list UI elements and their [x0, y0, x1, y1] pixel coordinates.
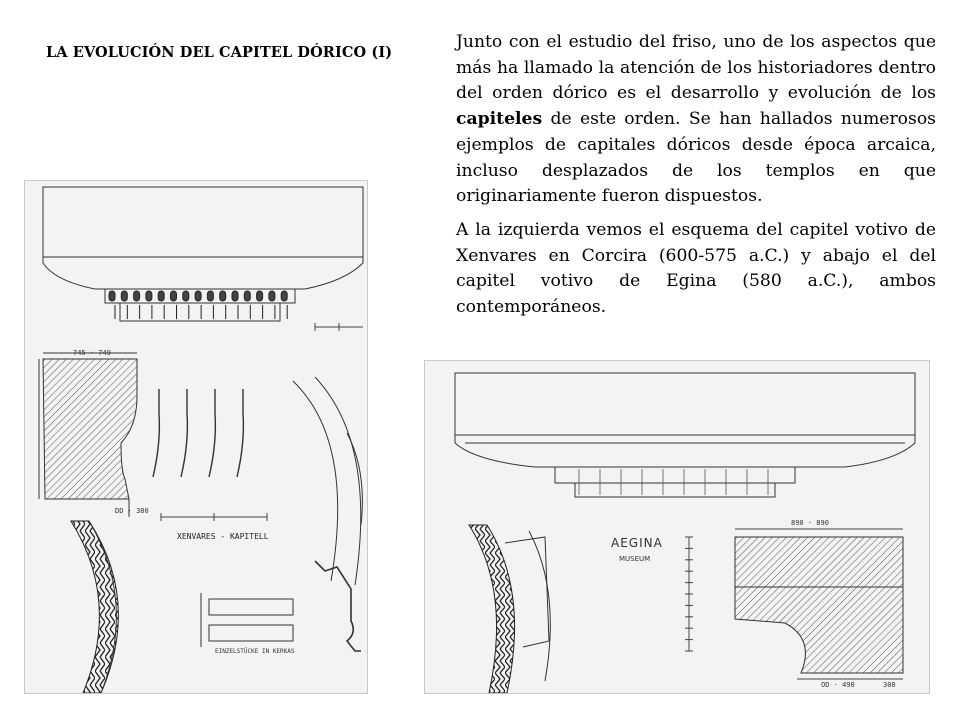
- paragraph-1: [456, 30, 936, 210]
- body-text: [456, 30, 936, 329]
- xenvares-dim-right: DD · 380: [115, 507, 149, 515]
- paragraph-2: A la izquierda vemos el esquema del capitel votivo de Xenvares en Corcira (600-575 a.C.) y abajo el del capitel votivo de Egina (580 a.C.), ambos contemporáneos.: [456, 219, 936, 318]
- aegina-chevron-band: [469, 525, 515, 693]
- xenvares-caption: XENVARES - KAPITELL: [177, 532, 269, 541]
- xenvares-drawing-svg: [25, 181, 367, 693]
- xenvares-echinus: [43, 257, 363, 289]
- aegina-section-profile: [735, 537, 903, 673]
- aegina-sublabel: MUSEUM: [619, 555, 651, 563]
- xenvares-chevron-ring: [71, 521, 118, 693]
- aegina-dim-bottom: OD · 490: [821, 681, 855, 689]
- xenvares-abacus: [43, 187, 363, 257]
- aegina-dim-bottom-right: 300: [883, 681, 896, 689]
- aegina-abacus: [455, 373, 915, 435]
- aegina-capital-drawing: [424, 360, 930, 694]
- xenvares-dim-top: 745 · 749: [73, 349, 111, 357]
- xenvares-small-label: EINZELSTÜCKE IN KERKAS: [215, 648, 295, 655]
- xenvares-section-profile: [43, 359, 137, 499]
- aegina-dim-top: 890 · 890: [791, 519, 829, 527]
- xenvares-capital-drawing: [24, 180, 368, 694]
- aegina-label: AEGINA: [611, 536, 663, 550]
- aegina-drawing-svg: [425, 361, 929, 693]
- paragraph-1-start: Junto con el estudio del friso, uno de los aspectos que más ha llamado la atención de los historiadores dentro del orden dórico es el desarrollo y evolución de los: [456, 32, 936, 104]
- aegina-echinus: [455, 435, 915, 467]
- paragraph-1-bold: capiteles: [456, 109, 543, 130]
- paragraph-1-end: de este orden. Se han hallados numerosos ejemplos de capitales dóricos desde época arcaica, incluso desplazados de los templos en que originariamente fueron dispuestos.: [456, 109, 936, 207]
- slide-title: LA EVOLUCIÓN DEL CAPITEL DÓRICO (I): [46, 44, 393, 61]
